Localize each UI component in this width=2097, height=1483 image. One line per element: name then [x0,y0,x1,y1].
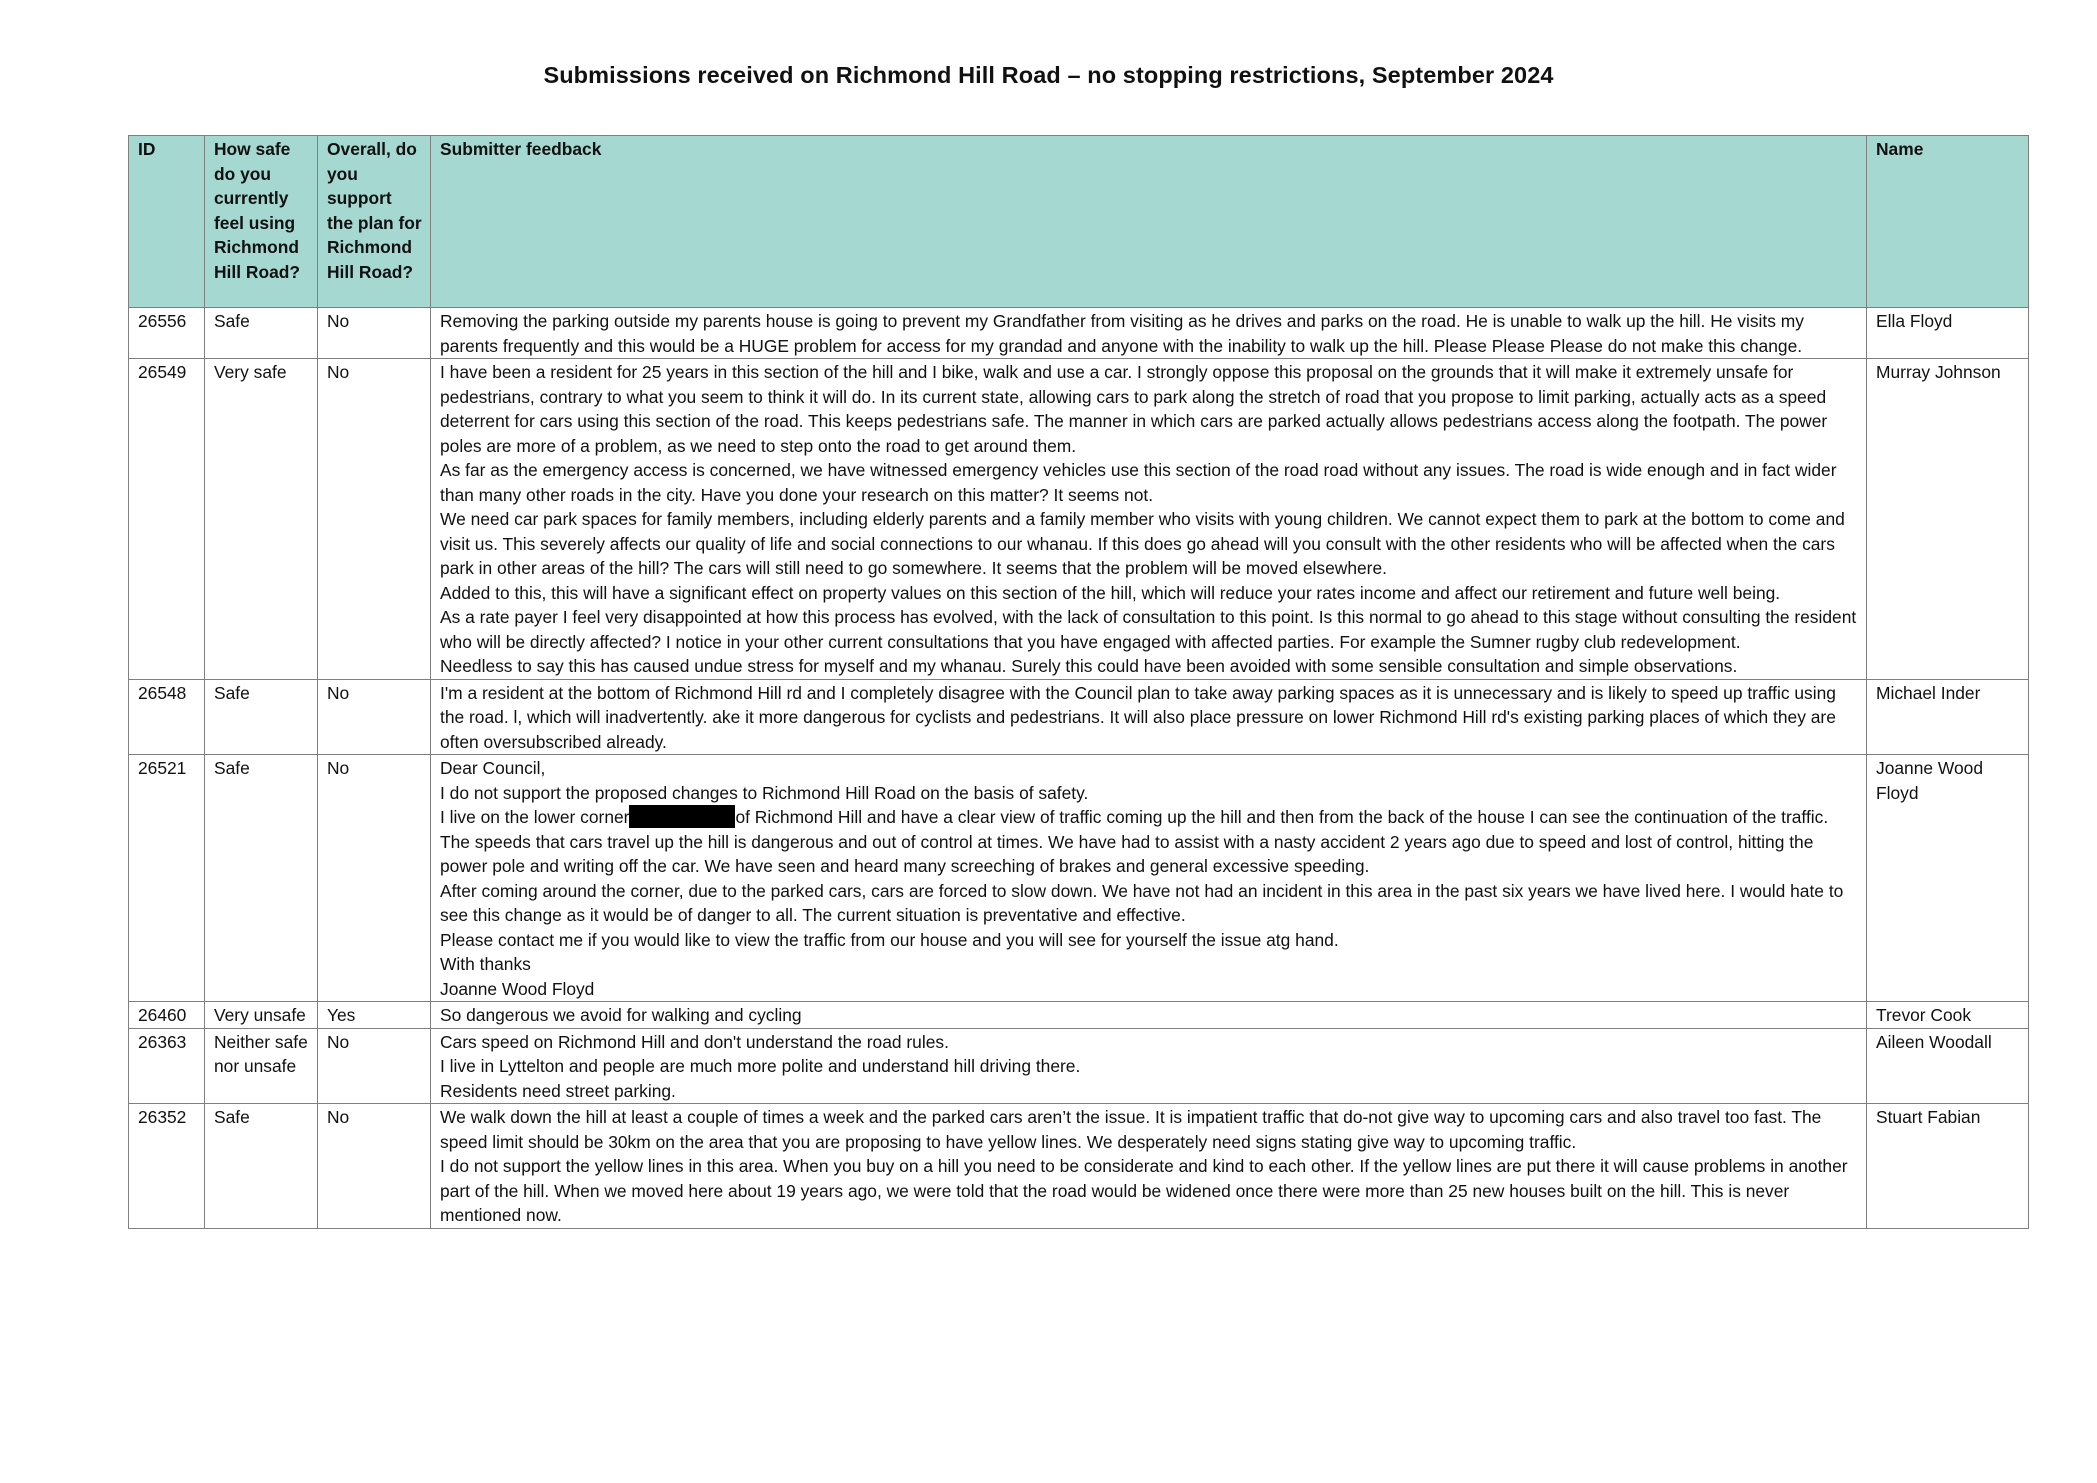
redaction-block [629,805,735,828]
cell-support: No [318,308,431,359]
cell-support: No [318,1028,431,1104]
table-row [129,679,2029,755]
cell-name: Stuart Fabian [1867,1104,2029,1229]
cell-safety: Neither safe nor unsafe [205,1028,318,1104]
cell-feedback [431,1002,1867,1029]
column-header-support: Overall, do you support the plan for Richmond Hill Road? [318,136,431,308]
feedback-paragraph: Cars speed on Richmond Hill and don't understand the road rules. [440,1031,949,1052]
feedback-paragraph: Removing the parking outside my parents house is going to prevent my Grandfather from visiting as he drives and parks on the road. He is unable to walk up the hill. He visits my parents frequently and this would be a HUGE problem for access for my grandad and anyone with the inability to walk up the hill. Please Please Please do not make this change. [440,311,1804,356]
feedback-paragraph: Please contact me if you would like to view the traffic from our house and you will see for yourself the issue atg hand. [440,929,1339,950]
column-header-name: Name [1867,136,2029,308]
feedback-text-before-redaction: I live on the lower corner [440,807,630,827]
feedback-paragraph: After coming around the corner, due to the parked cars, cars are forced to slow down. We have not had an incident in this area in the past six years we have lived here. I would hate to see this change as it would be of danger to all. The current situation is preventative and effective. [440,880,1844,925]
cell-id: 26549 [129,359,205,680]
feedback-paragraph: Dear Council, [440,758,546,778]
feedback-paragraph: As a rate payer I feel very disappointed at how this process has evolved, with the lack of consultation to this point. Is this normal to go ahead to this stage without consulting the resident who will be directly affected? I notice in your other current consultations that you have engaged with affected parties. For example the Sumner rugby club redevelopment. [440,607,1857,652]
column-header-id: ID [129,136,205,308]
feedback-paragraph: Residents need street parking. [440,1080,676,1101]
feedback-paragraph-redacted [440,805,1858,879]
cell-support: Yes [318,1002,431,1029]
feedback-paragraph: I do not support the yellow lines in this area. When you buy on a hill you need to be considerate and kind to each other. If the yellow lines are put there it will cause problems in another part of the hill. When we moved here about 19 years ago, we were told that the road would be widened once there were more than 25 new houses built on the hill. This is never mentioned now. [440,1156,1848,1225]
cell-safety: Very unsafe [205,1002,318,1029]
feedback-paragraph: Added to this, this will have a significant effect on property values on this section of the hill, which will reduce your rates income and affect our retirement and future well being. [440,582,1781,603]
table-row [129,359,2029,680]
cell-safety: Safe [205,679,318,755]
table-row [129,1002,2029,1029]
cell-safety: Safe [205,1104,318,1229]
table-row [129,1104,2029,1229]
cell-safety: Very safe [205,359,318,680]
cell-support: No [318,1104,431,1229]
cell-name: Joanne Wood Floyd [1867,755,2029,1002]
feedback-paragraph: With thanks [440,954,531,974]
feedback-text-after-redaction: of Richmond Hill and have a clear view of traffic coming up the hill and then from the back of the house I can see the continuation of the traffic. The speeds that cars travel up the hill is dangerous and out of control at times. We have had to assist with a nasty accident 2 years ago due to speed and lost of control, hitting the power pole and writing off the car. We have seen and heard many screeching of brakes and general excessive speeding. [440,807,1829,876]
feedback-paragraph: I do not support the proposed changes to Richmond Hill Road on the basis of safety. [440,782,1089,803]
page-title: Submissions received on Richmond Hill Road – no stopping restrictions, September 2024 [543,62,1554,88]
cell-id: 26556 [129,308,205,359]
feedback-paragraph: So dangerous we avoid for walking and cycling [440,1005,802,1025]
cell-safety: Safe [205,308,318,359]
cell-id: 26548 [129,679,205,755]
table-row [129,755,2029,1002]
cell-name: Aileen Woodall [1867,1028,2029,1104]
cell-name: Michael Inder [1867,679,2029,755]
cell-feedback [431,1028,1867,1104]
cell-name: Trevor Cook [1867,1002,2029,1029]
cell-feedback [431,1104,1867,1229]
submissions-table [128,135,2029,1229]
cell-feedback [431,755,1867,1002]
cell-id: 26352 [129,1104,205,1229]
cell-support: No [318,679,431,755]
column-header-safety: How safe do you currently feel using Richmond Hill Road? [205,136,318,308]
cell-safety: Safe [205,755,318,1002]
cell-feedback [431,359,1867,680]
cell-feedback [431,679,1867,755]
cell-support: No [318,755,431,1002]
cell-name: Ella Floyd [1867,308,2029,359]
column-header-feedback: Submitter feedback [431,136,1867,308]
feedback-paragraph: As far as the emergency access is concerned, we have witnessed emergency vehicles use this section of the road road without any issues. The road is wide enough and in fact wider than many other roads in the city. Have you done your research on this matter? It seems not. [440,460,1837,505]
feedback-paragraph: I'm a resident at the bottom of Richmond Hill rd and I completely disagree with the Council plan to take away parking spaces as it is unnecessary and is likely to speed up traffic using the road. l, which will inadvertently. ake it more dangerous for cyclists and pedestrians. It will also place pressure on lower Richmond Hill rd's existing parking places of which they are often oversubscribed already. [440,682,1836,752]
table-row [129,308,2029,359]
feedback-paragraph: We need car park spaces for family members, including elderly parents and a family member who visits with young children. We cannot expect them to park at the bottom to come and visit us. This severely affects our quality of life and social connections to our whanau. If this does go ahead will you consult with the other residents who will be affected when the cars park in other areas of the hill? The cars will still need to go somewhere. It seems that the problem will be moved elsewhere. [440,509,1845,578]
feedback-paragraph: I live in Lyttelton and people are much more polite and understand hill driving there. [440,1056,1081,1076]
table-row [129,1028,2029,1104]
cell-id: 26460 [129,1002,205,1029]
feedback-paragraph: Joanne Wood Floyd [440,978,595,999]
feedback-paragraph: Needless to say this has caused undue stress for myself and my whanau. Surely this could have been avoided with some sensible consultation and simple observations. [440,656,1738,676]
table-header-row [129,136,2029,308]
cell-id: 26363 [129,1028,205,1104]
cell-id: 26521 [129,755,205,1002]
cell-support: No [318,359,431,680]
feedback-paragraph: I have been a resident for 25 years in this section of the hill and I bike, walk and use a car. I strongly oppose this proposal on the grounds that it will make it extremely unsafe for pedestrians, contrary to what you seem to think it will do. In its current state, allowing cars to park along the stretch of road that you propose to limit parking, actually acts as a speed deterrent for cars using this section of the road. This keeps pedestrians safe. The manner in which cars are parked actually allows pedestrians access along the footpath. The power poles are more of a problem, as we need to step onto the road to get around them. [440,362,1828,456]
feedback-paragraph: We walk down the hill at least a couple of times a week and the parked cars aren’t the issue. It is impatient traffic that do-not give way to upcoming cars and also travel too fast. The speed limit should be 30km on the area that you are proposing to have yellow lines. We desperately need signs stating give way to upcoming traffic. [440,1107,1822,1152]
cell-name: Murray Johnson [1867,359,2029,680]
cell-feedback [431,308,1867,359]
